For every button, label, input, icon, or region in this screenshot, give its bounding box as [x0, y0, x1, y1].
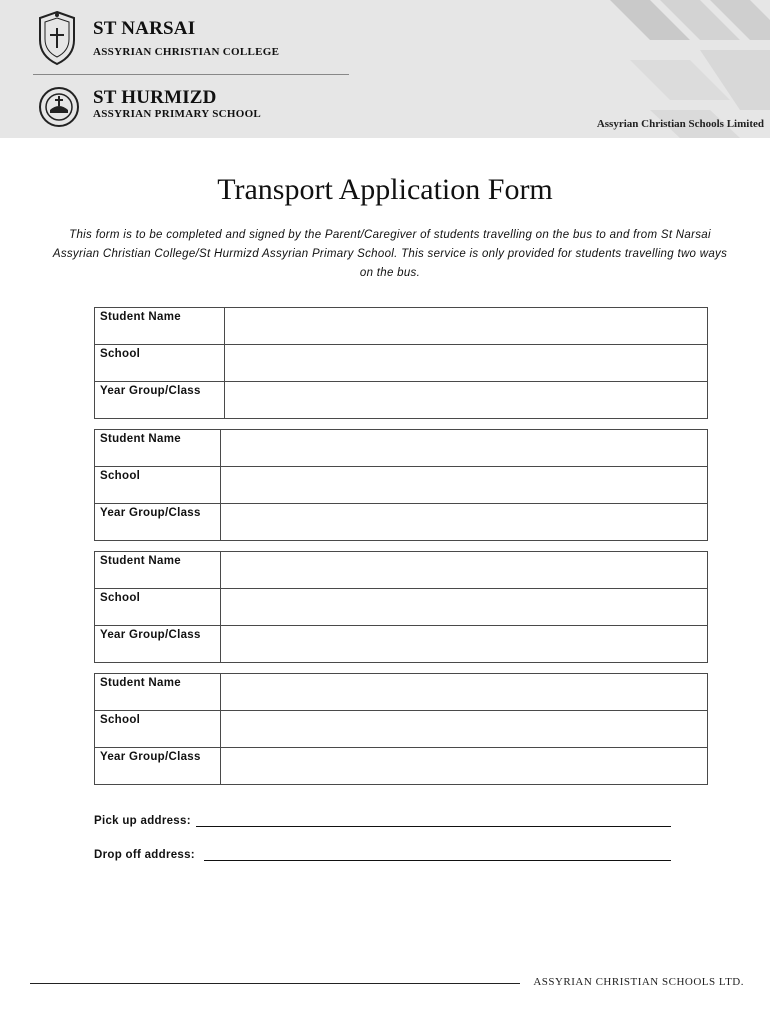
school-row [95, 711, 708, 748]
school-row [95, 589, 708, 626]
year-group-field[interactable] [225, 382, 708, 419]
st-narsai-crest-icon [34, 10, 80, 66]
pickup-address-row [94, 815, 191, 827]
student-name-field[interactable] [221, 552, 708, 589]
year-group-row [95, 748, 708, 785]
school-label: School [95, 589, 221, 626]
school-row [95, 345, 708, 382]
student-block-2 [94, 429, 708, 541]
year-group-row [95, 382, 708, 419]
school-row [95, 467, 708, 504]
student-block-3 [94, 551, 708, 663]
school1-subtitle: ASSYRIAN CHRISTIAN COLLEGE [93, 46, 280, 58]
school2-subtitle: ASSYRIAN PRIMARY SCHOOL [93, 108, 262, 120]
year-group-label: Year Group/Class [95, 748, 221, 785]
school-field[interactable] [225, 345, 708, 382]
student-name-row [95, 430, 708, 467]
student-name-label: Student Name [95, 308, 225, 345]
pickup-address-line[interactable] [196, 826, 671, 827]
header-divider [33, 74, 349, 75]
letterhead [0, 0, 770, 138]
school2-name: ST HURMIZD [93, 87, 217, 108]
year-group-label: Year Group/Class [95, 504, 221, 541]
year-group-label: Year Group/Class [95, 382, 225, 419]
dropoff-address-line[interactable] [204, 860, 671, 861]
footer-company: ASSYRIAN CHRISTIAN SCHOOLS LTD. [533, 976, 744, 988]
footer-rule [30, 983, 520, 984]
school-field[interactable] [221, 589, 708, 626]
year-group-row [95, 626, 708, 663]
intro-paragraph: This form is to be completed and signed by the Parent/Caregiver of students travelling on the bus to and from St Narsai Assyrian Christian College/St Hurmizd Assyrian Primary School. This service is only provided for students travelling two ways on the bus. [52, 229, 728, 279]
year-group-field[interactable] [221, 748, 708, 785]
school1-name: ST NARSAI [93, 18, 196, 39]
page-title: Transport Application Form [217, 173, 553, 206]
student-name-row [95, 674, 708, 711]
pickup-address-label: Pick up address: [94, 815, 191, 827]
company-name: Assyrian Christian Schools Limited [596, 118, 764, 130]
student-name-row [95, 308, 708, 345]
dropoff-address-label: Drop off address: [94, 849, 195, 861]
year-group-row [95, 504, 708, 541]
school-label: School [95, 345, 225, 382]
student-name-label: Student Name [95, 430, 221, 467]
student-name-label: Student Name [95, 674, 221, 711]
school-label: School [95, 711, 221, 748]
student-name-field[interactable] [225, 308, 708, 345]
school-field[interactable] [221, 467, 708, 504]
student-name-row [95, 552, 708, 589]
year-group-field[interactable] [221, 504, 708, 541]
school-label: School [95, 467, 221, 504]
student-name-field[interactable] [221, 430, 708, 467]
student-name-label: Student Name [95, 552, 221, 589]
year-group-label: Year Group/Class [95, 626, 221, 663]
student-name-field[interactable] [221, 674, 708, 711]
dropoff-address-row [94, 849, 195, 861]
st-hurmizd-crest-icon [38, 86, 80, 128]
student-block-4 [94, 673, 708, 785]
student-block-1 [94, 307, 708, 419]
year-group-field[interactable] [221, 626, 708, 663]
school-field[interactable] [221, 711, 708, 748]
